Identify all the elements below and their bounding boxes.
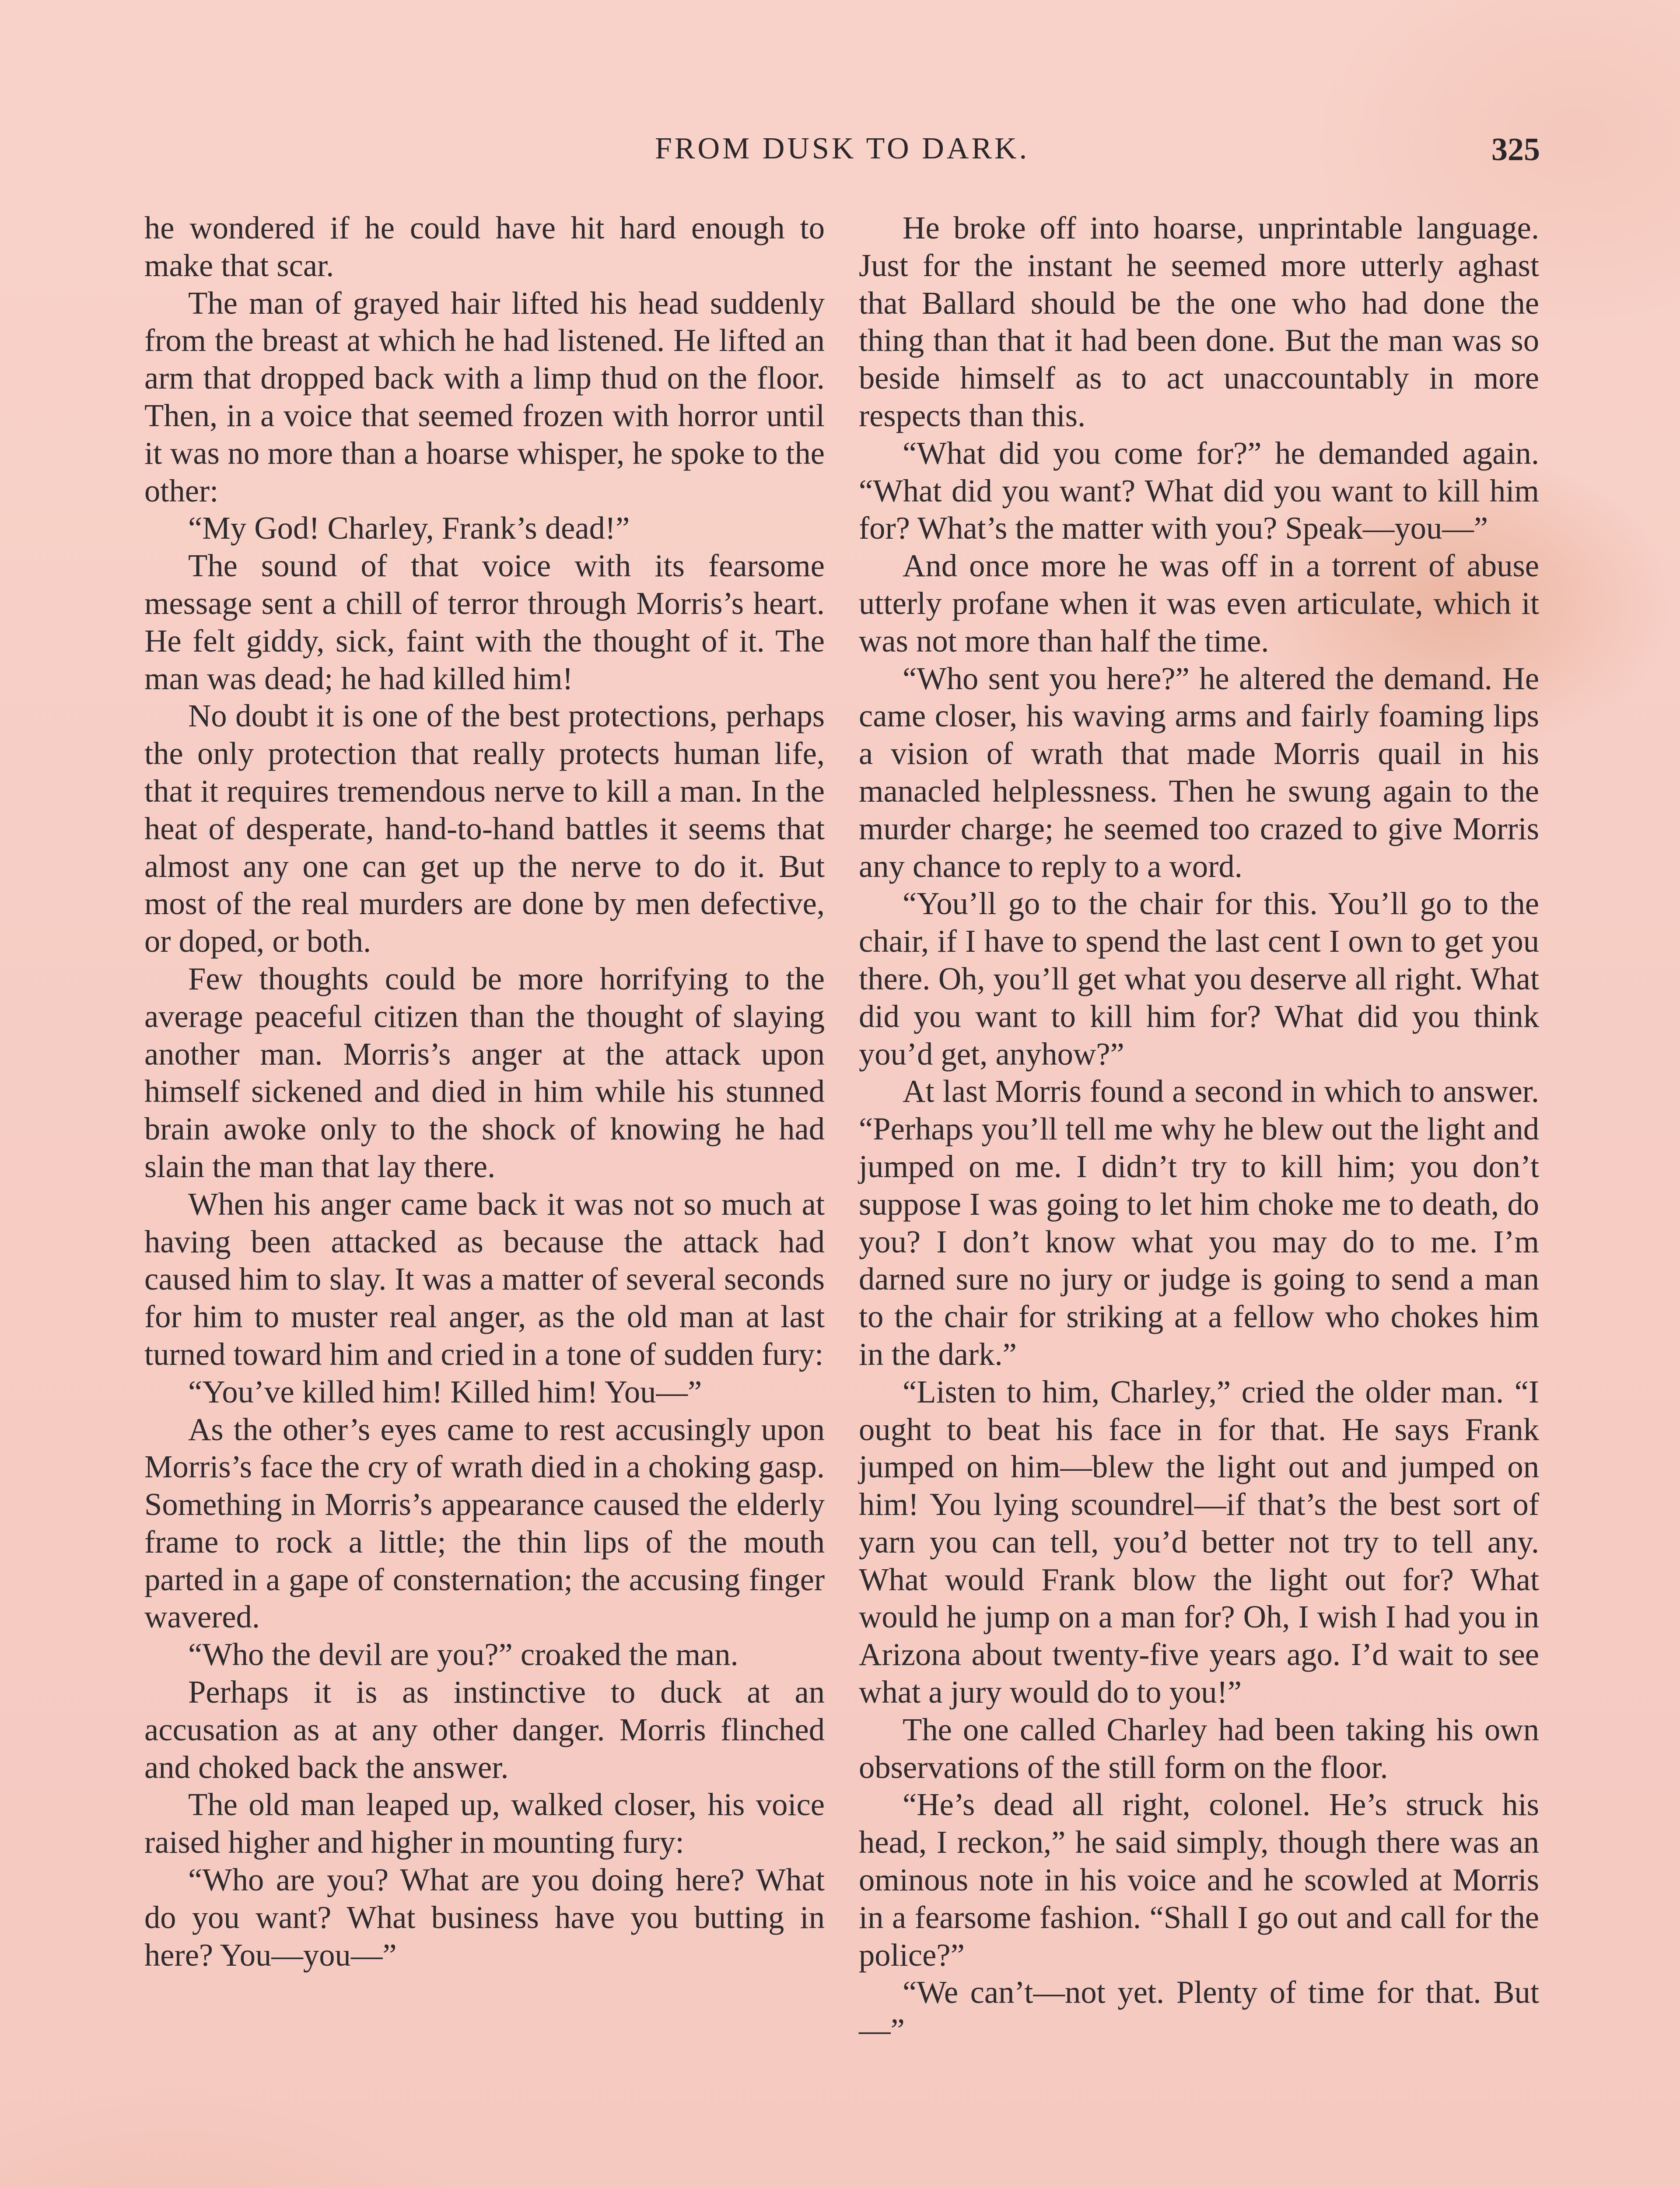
paragraph: The man of grayed hair lifted his head suddenly from the breast at which he had listened. He lifted an arm that dropped back with a limp thud on the floor. Then, in a voice that seemed frozen with horror until it was no more than a hoarse whisper, he spoke to the other: bbox=[144, 285, 825, 508]
paragraph: No doubt it is one of the best protections, perhaps the only protection that really protects human life, that it requires tremendous nerve to kill a man. In the heat of desperate, hand-to-hand battles it seems that almost any one can get up the nerve to do it. But most of the real murders are done by men defective, or doped, or both. bbox=[144, 698, 825, 959]
paragraph: “My God! Charley, Frank’s dead!” bbox=[188, 510, 630, 546]
running-title: FROM DUSK TO DARK. bbox=[654, 132, 1030, 165]
paragraph: The one called Charley had been taking his own observations of the still form on the floor. bbox=[859, 1711, 1539, 1785]
paragraph: As the other’s eyes came to rest accusingly upon Morris’s face the cry of wrath died in a choking gasp. Something in Morris’s appearance caused the elderly frame to rock a little; the thin lips of the mouth parted in a gape of consternation; the accusing finger wavered. bbox=[144, 1411, 825, 1635]
paragraph: “What did you come for?” he demanded again. “What did you want? What did you want to kill him for? What’s the matter with you? Speak—you—” bbox=[859, 435, 1539, 546]
left-column bbox=[144, 209, 825, 1974]
paragraph: At last Morris found a second in which to answer. “Perhaps you’ll tell me why he blew out the light and jumped on me. I didn’t try to kill him; you don’t suppose I was going to let him choke me to death, do you? I don’t know what you may do to me. I’m darned sure no jury or judge is going to send a man to the chair for striking at a fellow who chokes him in the dark.” bbox=[859, 1073, 1539, 1372]
paragraph: “Who are you? What are you doing here? What do you want? What business have you butting in here? You—you—” bbox=[144, 1862, 825, 1973]
paragraph: “Who the devil are you?” croaked the man. bbox=[188, 1637, 738, 1673]
paragraph: “Who sent you here?” he altered the demand. He came closer, his waving arms and fairly foaming lips a vision of wrath that made Morris quail in his manacled helplessness. Then he swung again to the murder charge; he seemed too crazed to give Morris any chance to reply to a word. bbox=[859, 660, 1539, 884]
paragraph: Few thoughts could be more horrifying to the average peaceful citizen than the thought of slaying another man. Morris’s anger at the attack upon himself sickened and died in him while his stunned brain awoke only to the shock of knowing he had slain the man that lay there. bbox=[144, 961, 825, 1184]
paragraph: And once more he was off in a torrent of abuse utterly profane when it was even articulate, which it was not more than half the time. bbox=[859, 548, 1539, 659]
paragraph: he wondered if he could have hit hard enough to make that scar. bbox=[144, 210, 825, 283]
paragraph: He broke off into hoarse, unprintable language. Just for the instant he seemed more utterly aghast that Ballard should be the one who had done the thing than that it had been done. But the man was so beside himself as to act unaccountably in more respects than this. bbox=[859, 210, 1539, 433]
page-number: 325 bbox=[1491, 132, 1540, 168]
paragraph: “We can’t—not yet. Plenty of time for that. But—” bbox=[859, 1974, 1539, 2048]
paragraph: The old man leaped up, walked closer, his voice raised higher and higher in mounting fury: bbox=[144, 1787, 825, 1860]
paragraph: “You’ve killed him! Killed him! You—” bbox=[188, 1374, 702, 1410]
paragraph: The sound of that voice with its fearsome message sent a chill of terror through Morris’s heart. He felt giddy, sick, faint with the thought of it. The man was dead; he had killed him! bbox=[144, 548, 825, 696]
right-column bbox=[859, 209, 1539, 2049]
paragraph: “Listen to him, Charley,” cried the older man. “I ought to beat his face in for that. He says Frank jumped on him—blew the light out and jumped on him! You lying scoundrel—if that’s the best sort of yarn you can tell, you’d better not try to tell any. What would Frank blow the light out for? What would he jump on a man for? Oh, I wish I had you in Arizona about twenty-five years ago. I’d wait to see what a jury would do to you!” bbox=[859, 1374, 1539, 1710]
paragraph: “You’ll go to the chair for this. You’ll go to the chair, if I have to spend the last cent I own to get you there. Oh, you’ll get what you deserve all right. What did you want to kill him for? What did you think you’d get, anyhow?” bbox=[859, 886, 1539, 1072]
page-header bbox=[144, 131, 1540, 184]
paragraph: Perhaps it is as instinctive to duck at an accusation as at any other danger. Morris flinched and choked back the answer. bbox=[144, 1674, 825, 1785]
paragraph: “He’s dead all right, colonel. He’s struck his head, I reckon,” he said simply, though there was an ominous note in his voice and he scowled at Morris in a fearsome fashion. “Shall I go out and call for the police?” bbox=[859, 1787, 1539, 1973]
paragraph: When his anger came back it was not so much at having been attacked as because the attack had caused him to slay. It was a matter of several seconds for him to muster real anger, as the old man at last turned toward him and cried in a tone of sudden fury: bbox=[144, 1186, 825, 1372]
